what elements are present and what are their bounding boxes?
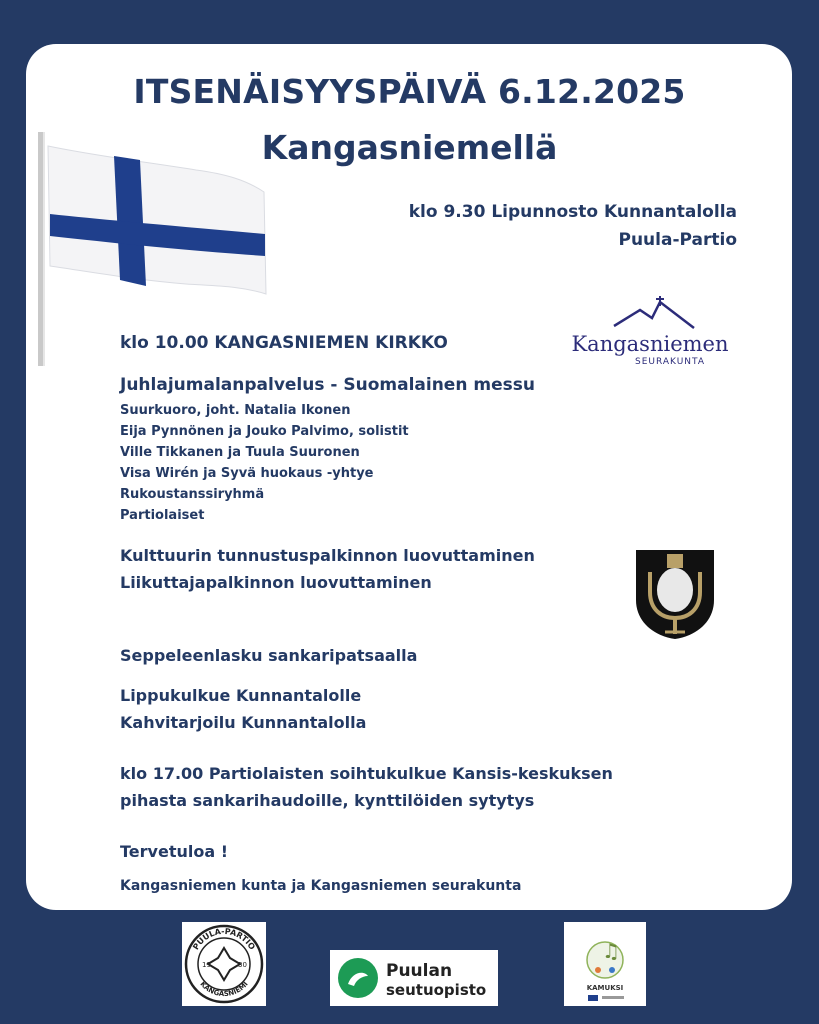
award-culture: Kulttuurin tunnustuspalkinnon luovuttaminen — [120, 546, 535, 565]
service-title: Juhlajumalanpalvelus - Suomalainen messu — [120, 375, 535, 395]
evening-line-2: pihasta sankarihaudoille, kynttilöiden sytytys — [120, 791, 535, 810]
coffee-serving: Kahvitarjoilu Kunnantalolla — [120, 713, 367, 732]
procession-block — [120, 682, 366, 736]
puula-partio-badge — [182, 922, 266, 1006]
performer-item: Visa Wirén ja Syvä huokaus -yhtye — [120, 466, 374, 481]
wreath-laying: Seppeleenlasku sankaripatsaalla — [120, 646, 418, 665]
evening-line-1: klo 17.00 Partiolaisten soihtukulkue Kansis-keskuksen — [120, 764, 613, 783]
opisto-line-1: Puulan — [386, 961, 453, 981]
page-title: ITSENÄISYYSPÄIVÄ 6.12.2025 — [133, 72, 686, 111]
puulan-seutuopisto-logo — [330, 950, 498, 1006]
performer-item: Ville Tikkanen ja Tuula Suuronen — [120, 445, 360, 460]
kamuksi-logo — [564, 922, 646, 1006]
evening-event — [120, 760, 613, 814]
church-logo — [570, 296, 730, 372]
church-heading: klo 10.00 KANGASNIEMEN KIRKKO — [120, 333, 448, 353]
flag-raising-time: klo 9.30 Lipunnosto Kunnantalolla — [408, 202, 737, 222]
kamuksi-label: KAMUKSI — [586, 984, 624, 992]
badge-top-text: PUULA-PARTIO — [191, 926, 257, 952]
award-mover: Liikuttajapalkinnon luovuttaminen — [120, 573, 432, 592]
badge-year-right: 30 — [238, 961, 247, 969]
badge-bottom-text: KANGASNIEMI — [198, 979, 250, 999]
coat-of-arms-icon — [634, 548, 716, 644]
performer-item: Rukoustanssiryhmä — [120, 487, 265, 502]
flag-raising-organizer: Puula-Partio — [618, 230, 737, 250]
church-logo-sub: SEURAKUNTA — [635, 357, 705, 367]
church-logo-name: Kangasniemen — [571, 332, 729, 356]
organizers-text: Kangasniemen kunta ja Kangasniemen seurakunta — [120, 878, 522, 894]
performer-item: Partiolaiset — [120, 508, 205, 523]
badge-year-left: 19 — [202, 961, 211, 969]
flag-raising-info — [409, 198, 737, 254]
welcome-text: Tervetuloa ! — [120, 842, 228, 861]
performers-list — [120, 400, 409, 526]
page-subtitle: Kangasniemellä — [261, 128, 558, 167]
performer-item: Suurkuoro, joht. Natalia Ikonen — [120, 403, 351, 418]
flag-procession: Lippukulkue Kunnantalolle — [120, 686, 362, 705]
music-note-icon: ♫ — [602, 939, 620, 963]
awards-block — [120, 542, 535, 596]
performer-item: Eija Pynnönen ja Jouko Palvimo, solistit — [120, 424, 409, 439]
opisto-line-2: seutuopisto — [386, 981, 487, 999]
